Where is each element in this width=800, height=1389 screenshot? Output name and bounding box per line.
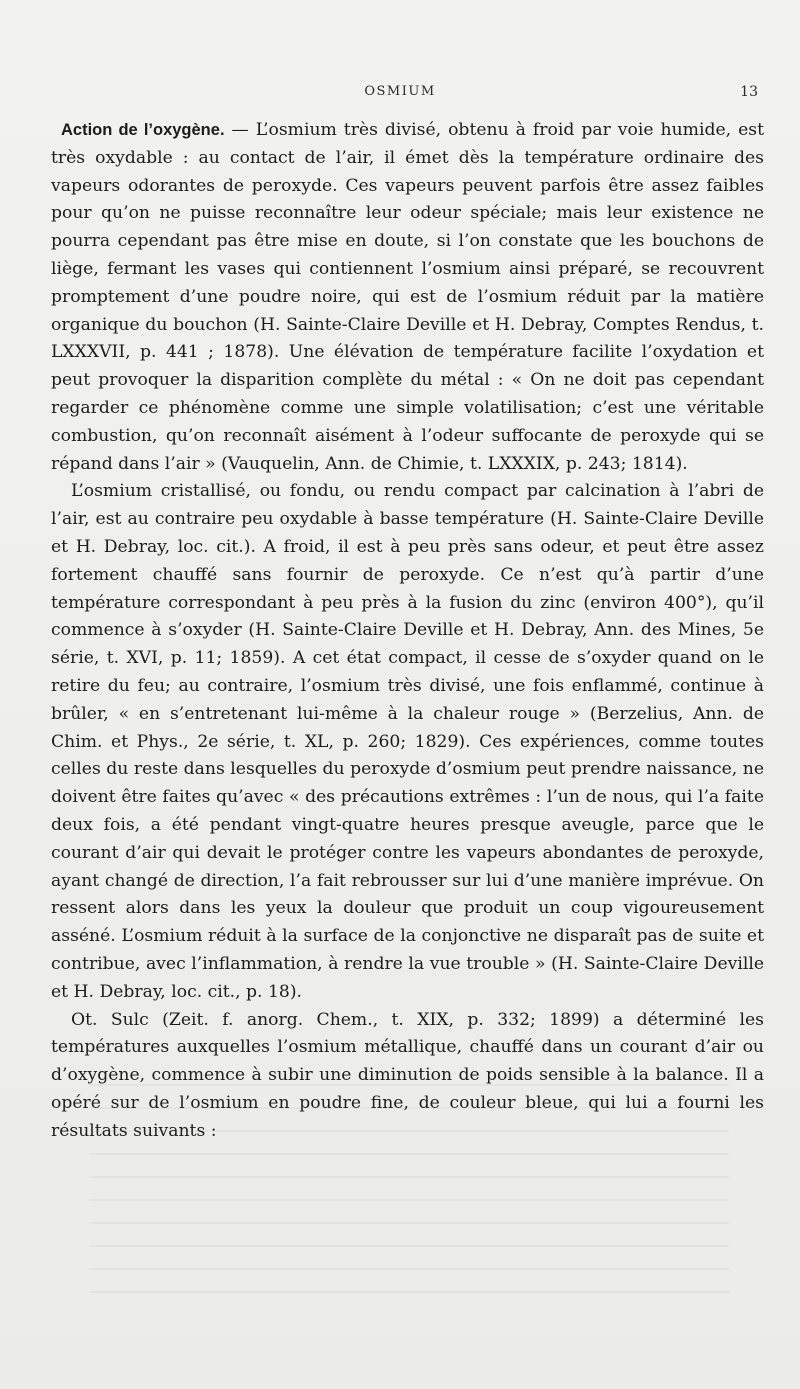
section-heading: Action de l’oxygène. <box>61 121 225 139</box>
paragraph-text: Ot. Sulc (Zeit. f. anorg. Chem., t. XIX, p. 332; 1899) a déterminé les températures auxquelles l’osmium métallique, chauffé dans un courant d’air ou d’oxygène, commence à subir une diminution de poids sensible à la balance. Il a opéré sur de l’osmium en poudre fine, de couleur bleue, qui lui a fourni les résultats suivants : <box>51 1009 764 1141</box>
paragraph-compact-osmium <box>51 478 764 1006</box>
running-title: OSMIUM <box>364 84 436 99</box>
body-text <box>51 117 764 1145</box>
bleed-through-texture <box>90 1070 730 1300</box>
running-head <box>0 84 800 108</box>
page-number: 13 <box>740 84 758 100</box>
paragraph-text: — L’osmium très divisé, obtenu à froid par voie humide, est très oxydable : au contact de l’air, il émet dès la température ordinaire des vapeurs odorantes de peroxyde. Ces vapeurs peuvent parfois être assez faibles pour qu’on ne puisse reconnaître leur odeur spéciale; mais leur existence ne pourra cependant pas être mise en doute, si l’on constate que les bouchons de liège, fermant les vases qui contiennent l’osmium ainsi préparé, se recouvrent promptement d’une poudre noire, qui est de l’osmium réduit par la matière organique du bouchon (H. Sainte-Claire Deville et H. Debray, Comptes Rendus, t. LXXXVII, p. 441 ; 1878). Une élévation de température facilite l’oxydation et peut provoquer la disparition complète du métal : « On ne doit pas cependant regarder ce phénomène comme une simple volatilisation; c’est une véritable combustion, qu’on reconnaît aisément à l’odeur suffocante de peroxyde qui se répand dans l’air » (Vauquelin, Ann. de Chimie, t. LXXXIX, p. 243; 1814). <box>51 120 764 474</box>
paragraph-oxygen-action <box>51 117 764 478</box>
paragraph-text: L’osmium cristallisé, ou fondu, ou rendu compact par calcination à l’abri de l’air, est au contraire peu oxydable à basse température (H. Sainte-Claire Deville et H. Debray, loc. cit.). A froid, il est à peu près sans odeur, et peut être assez fortement chauffé sans fournir de peroxyde. Ce n’est qu’à partir d’une température correspondant à peu près à la fusion du zinc (environ 400°), qu’il commence à s’oxyder (H. Sainte-Claire Deville et H. Debray, Ann. des Mines, 5e série, t. XVI, p. 11; 1859). A cet état compact, il cesse de s’oxyder quand on le retire du feu; au contraire, l’osmium très divisé, une fois enflammé, continue à brûler, « en s’entretenant lui-même à la chaleur rouge » (Berzelius, Ann. de Chim. et Phys., 2e série, t. XL, p. 260; 1829). Ces expériences, comme toutes celles du reste dans lesquelles du peroxyde d’osmium peut prendre naissance, ne doivent être faites qu’avec « des précautions extrêmes : l’un de nous, qui l’a faite deux fois, a été pendant vingt-quatre heures presque aveugle, parce que le courant d’air qui devait le protéger contre les vapeurs abondantes de peroxyde, ayant changé de direction, l’a fait rebrousser sur lui d’une manière imprévue. On ressent alors dans les yeux la douleur que produit un coup vigoureusement asséné. L’osmium réduit à la surface de la conjonctive ne disparaît pas de suite et contribue, avec l’inflammation, à rendre la vue trouble » (H. Sainte-Claire Deville et H. Debray, loc. cit., p. 18). <box>51 481 764 1002</box>
